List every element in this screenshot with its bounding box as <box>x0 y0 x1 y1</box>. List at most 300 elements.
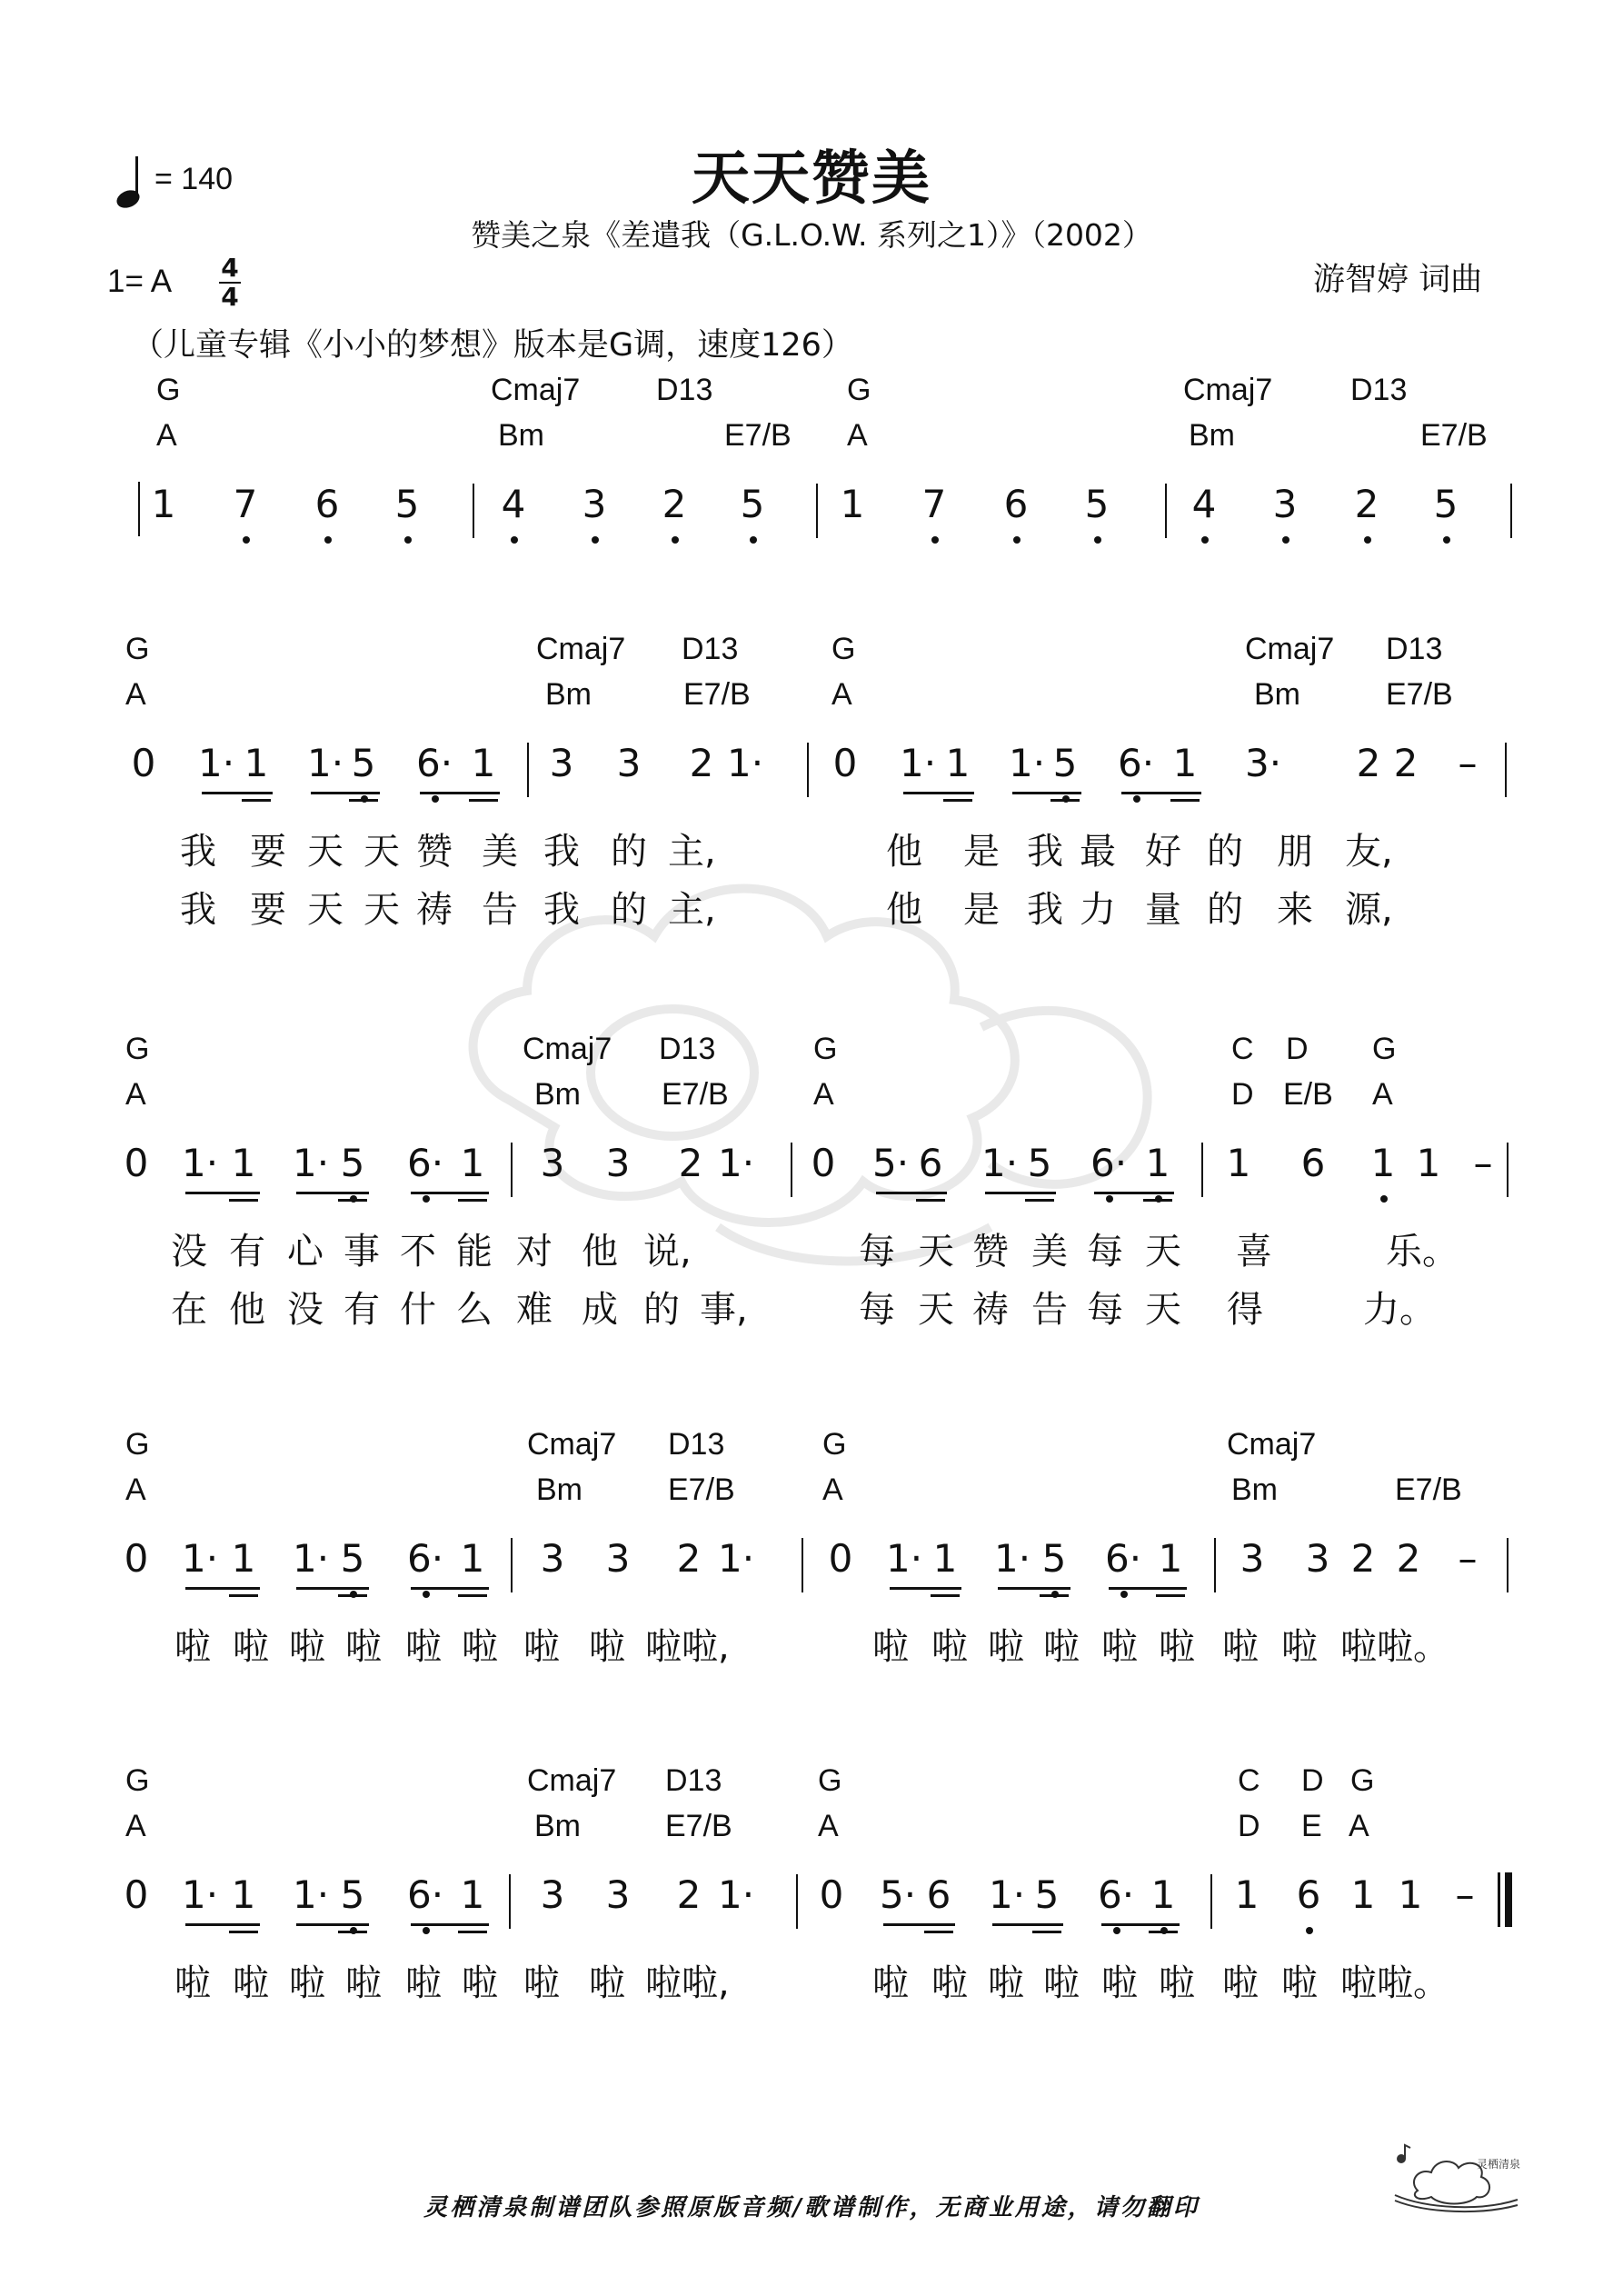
chord-bottom: Bm <box>1231 1472 1278 1507</box>
lyric-verse-2: 的 <box>1207 889 1243 931</box>
bar-line <box>1507 1143 1508 1197</box>
lyric-verse-2: 成 <box>582 1289 618 1331</box>
note: 3 <box>540 1872 565 1917</box>
lyric-verse-1: 啦 <box>462 1626 498 1668</box>
note: 3 <box>1240 1536 1265 1581</box>
lyric-verse-1: 啦啦。 <box>1340 1962 1449 2004</box>
note: 1· <box>1009 741 1046 785</box>
lyric-verse-2: 的 <box>643 1289 680 1331</box>
note: 5 <box>1041 1536 1067 1581</box>
beam-line <box>916 1199 945 1202</box>
low-octave-dot <box>1282 536 1289 544</box>
note: 5 <box>1433 482 1459 526</box>
note: 1· <box>886 1536 923 1581</box>
lyric-verse-1: 啦 <box>462 1962 498 2004</box>
sustain-dash: – <box>1455 1872 1475 1917</box>
lyric-verse-1: 啦 <box>345 1962 382 2004</box>
lyric-verse-2: 他 <box>886 889 922 931</box>
note: 1· <box>293 1141 330 1185</box>
lyric-verse-1: 啦 <box>988 1626 1024 1668</box>
chord-bottom: E/B <box>1283 1077 1333 1112</box>
bar-line <box>511 1538 513 1592</box>
note: 0 <box>832 741 858 785</box>
bar-line <box>1210 1874 1212 1929</box>
lyric-verse-1: 啦 <box>988 1962 1024 2004</box>
note: 5 <box>1034 1872 1060 1917</box>
note: 1 <box>244 741 269 785</box>
lyric-verse-2: 么 <box>456 1289 493 1331</box>
note: 5 <box>340 1141 365 1185</box>
note: 1· <box>727 741 764 785</box>
lyric-verse-2: 告 <box>1031 1289 1068 1331</box>
bar-line <box>527 743 529 797</box>
lyric-verse-2: 主, <box>668 889 716 931</box>
lyric-verse-1: 能 <box>456 1231 493 1273</box>
note: 4 <box>1191 482 1217 526</box>
note: 2 <box>1356 741 1381 785</box>
note: 3 <box>605 1141 631 1185</box>
note: 5· <box>872 1141 910 1185</box>
note: 0 <box>828 1536 853 1581</box>
note: 1· <box>981 1141 1019 1185</box>
beam-line <box>185 1192 260 1194</box>
beam-line <box>229 1199 258 1202</box>
low-octave-dot <box>1306 1927 1313 1934</box>
lyric-verse-1: 啦 <box>931 1626 968 1668</box>
tempo-value: = 140 <box>154 162 234 196</box>
lyric-verse-1: 啦 <box>289 1962 325 2004</box>
beam-line <box>469 799 498 802</box>
lyric-verse-1: 啦 <box>523 1962 560 2004</box>
chord-top: Cmaj7 <box>527 1427 617 1462</box>
note: 5 <box>1027 1141 1052 1185</box>
beam-line <box>296 1923 369 1926</box>
lyric-verse-1: 啦 <box>872 1962 909 2004</box>
chord-bottom: E7/B <box>1386 677 1453 712</box>
note: 1· <box>307 741 344 785</box>
note: 1 <box>231 1141 256 1185</box>
sustain-dash: – <box>1458 741 1478 785</box>
chord-bottom: A <box>125 1472 146 1507</box>
note: 0 <box>819 1872 844 1917</box>
beam-line <box>943 799 972 802</box>
chord-top: G <box>818 1763 842 1798</box>
beam-line <box>349 799 378 802</box>
lyric-verse-1: 他 <box>886 831 922 873</box>
chord-top: G <box>847 373 871 407</box>
chord-top: G <box>156 373 181 407</box>
chord-top: D13 <box>1350 373 1408 407</box>
time-signature <box>216 255 244 311</box>
note: 6· <box>1118 741 1155 785</box>
lyric-verse-1: 啦 <box>1159 1626 1195 1668</box>
lyric-verse-2: 的 <box>611 889 647 931</box>
note: 6· <box>1105 1536 1142 1581</box>
beam-line <box>924 1931 953 1933</box>
chord-bottom: A <box>125 1077 146 1112</box>
chord-top: D13 <box>682 632 739 666</box>
lyric-verse-1: 啦 <box>1159 1962 1195 2004</box>
beam-line <box>931 1594 960 1597</box>
chord-top: Cmaj7 <box>491 373 581 407</box>
lyric-verse-1: 每 <box>1087 1231 1123 1273</box>
beam-line <box>338 1931 367 1933</box>
lyric-verse-1: 啦啦。 <box>1340 1626 1449 1668</box>
chord-bottom: E7/B <box>662 1077 729 1112</box>
low-octave-dot <box>1113 1927 1120 1934</box>
lyric-verse-1: 天 <box>307 831 344 873</box>
chord-top: D13 <box>668 1427 725 1462</box>
lyric-verse-1: 啦 <box>1281 1626 1318 1668</box>
chord-bottom: A <box>125 1809 146 1843</box>
beam-line <box>1050 799 1080 802</box>
lyric-verse-1: 的 <box>611 831 647 873</box>
note: 6· <box>407 1872 444 1917</box>
bar-line <box>509 1874 511 1929</box>
note: 3 <box>582 482 607 526</box>
low-octave-dot <box>750 536 757 544</box>
chord-top: G <box>831 632 856 666</box>
lyric-verse-2: 力。 <box>1363 1289 1436 1331</box>
beam-line <box>1094 1192 1174 1194</box>
note: 6· <box>1090 1141 1128 1185</box>
note: 5· <box>880 1872 917 1917</box>
bar-line <box>1201 1143 1203 1197</box>
note: 1 <box>1226 1141 1251 1185</box>
note: 2 <box>689 741 714 785</box>
note: 1 <box>1172 741 1198 785</box>
low-octave-dot <box>1380 1195 1388 1203</box>
note: 1· <box>198 741 235 785</box>
low-octave-dot <box>1201 536 1209 544</box>
lyric-verse-2: 有 <box>344 1289 380 1331</box>
lyric-verse-1: 天 <box>918 1231 954 1273</box>
note: 2 <box>1354 482 1379 526</box>
lyric-verse-1: 美 <box>482 831 518 873</box>
low-octave-dot <box>1133 795 1140 803</box>
lyric-verse-1: 啦 <box>1101 1962 1138 2004</box>
lyric-verse-1: 啦 <box>405 1962 442 2004</box>
bar-line <box>1165 484 1167 538</box>
note: 1· <box>994 1536 1031 1581</box>
beam-line <box>458 1594 487 1597</box>
note: 6 <box>314 482 340 526</box>
beam-line <box>1101 1923 1180 1926</box>
bar-line <box>796 1874 798 1929</box>
note: 6· <box>416 741 453 785</box>
low-octave-dot <box>592 536 599 544</box>
chord-bottom: Bm <box>1254 677 1300 712</box>
note: 7 <box>233 482 258 526</box>
lyric-verse-2: 告 <box>482 889 518 931</box>
note: 3 <box>540 1536 565 1581</box>
note: 0 <box>131 741 156 785</box>
chord-bottom: A <box>822 1472 843 1507</box>
low-octave-dot <box>1094 536 1101 544</box>
low-octave-dot <box>1443 536 1450 544</box>
beam-line <box>985 1192 1056 1194</box>
note: 3 <box>616 741 642 785</box>
note: 6· <box>407 1536 444 1581</box>
lyric-verse-1: 说, <box>643 1231 692 1273</box>
low-octave-dot <box>324 536 332 544</box>
low-octave-dot <box>672 536 679 544</box>
low-octave-dot <box>1013 536 1021 544</box>
lyric-verse-1: 啦 <box>523 1626 560 1668</box>
lyric-verse-1: 事 <box>344 1231 380 1273</box>
note: 1· <box>182 1872 219 1917</box>
note: 3 <box>605 1872 631 1917</box>
note: 1 <box>1370 1141 1396 1185</box>
lyric-verse-1: 啦 <box>1281 1962 1318 2004</box>
lyric-verse-2: 要 <box>250 889 286 931</box>
lyric-verse-2: 每 <box>859 1289 895 1331</box>
note: 6 <box>1296 1872 1321 1917</box>
lyric-verse-1: 啦 <box>589 1626 625 1668</box>
bar-line <box>791 1143 792 1197</box>
note: 1· <box>989 1872 1026 1917</box>
lyric-verse-1: 没 <box>171 1231 207 1273</box>
chord-bottom: E7/B <box>668 1472 735 1507</box>
bar-line <box>138 482 140 536</box>
key-signature: 1= A <box>107 264 173 299</box>
lyric-verse-2: 难 <box>516 1289 553 1331</box>
beam-line <box>229 1594 258 1597</box>
beam-line <box>1143 1199 1172 1202</box>
note: 0 <box>811 1141 836 1185</box>
note: 1 <box>471 741 496 785</box>
beam-line <box>1040 1594 1069 1597</box>
final-bar-line <box>1498 1872 1500 1927</box>
beam-line <box>338 1594 367 1597</box>
beam-line <box>890 1587 961 1590</box>
beam-line <box>1025 1199 1054 1202</box>
chord-bottom: A <box>156 418 177 453</box>
lyric-verse-1: 啦 <box>174 1626 211 1668</box>
low-octave-dot <box>423 1591 430 1598</box>
chord-top: G <box>125 632 150 666</box>
note: 0 <box>124 1536 149 1581</box>
chord-top: G <box>1372 1032 1397 1066</box>
beam-line <box>411 1192 489 1194</box>
chord-bottom: E7/B <box>665 1809 732 1843</box>
note: 3 <box>540 1141 565 1185</box>
chord-bottom: Bm <box>534 1809 581 1843</box>
lyric-verse-1: 友, <box>1345 831 1393 873</box>
note: 1 <box>231 1536 256 1581</box>
beam-line <box>229 1931 258 1933</box>
lyric-verse-2: 我 <box>543 889 580 931</box>
lyric-verse-2: 没 <box>287 1289 324 1331</box>
note: 5 <box>1084 482 1110 526</box>
composer-credit: 游智婷 词曲 <box>1313 262 1483 298</box>
low-octave-dot <box>1106 1195 1113 1203</box>
beam-line <box>1109 1587 1187 1590</box>
lyric-verse-1: 赞 <box>416 831 453 873</box>
lyric-verse-2: 天 <box>1145 1289 1181 1331</box>
low-octave-dot <box>404 536 412 544</box>
note: 1 <box>1158 1536 1183 1581</box>
lyric-verse-1: 天 <box>363 831 400 873</box>
lyric-verse-1: 啦 <box>1043 1962 1080 2004</box>
beam-line <box>458 1931 487 1933</box>
note: 1· <box>718 1141 755 1185</box>
beam-line <box>185 1587 260 1590</box>
note: 5 <box>351 741 376 785</box>
chord-top: D <box>1301 1763 1324 1798</box>
lyric-verse-1: 天 <box>1145 1231 1181 1273</box>
lyric-verse-1: 朋 <box>1277 831 1313 873</box>
lyric-verse-1: 是 <box>963 831 1000 873</box>
beam-line <box>903 792 974 794</box>
lyric-verse-1: 有 <box>229 1231 265 1273</box>
chord-bottom: Bm <box>545 677 592 712</box>
note: 5 <box>340 1872 365 1917</box>
lyric-verse-1: 最 <box>1080 831 1116 873</box>
song-title: 天天赞美 <box>692 145 931 213</box>
chord-top: C <box>1231 1032 1254 1066</box>
chord-bottom: E7/B <box>1420 418 1488 453</box>
lyric-verse-1: 美 <box>1031 1231 1068 1273</box>
chord-bottom: E7/B <box>1395 1472 1462 1507</box>
lyric-verse-2: 天 <box>918 1289 954 1331</box>
lyric-verse-1: 啦啦, <box>645 1626 730 1668</box>
note: 1 <box>1150 1872 1176 1917</box>
lyric-verse-1: 啦 <box>1101 1626 1138 1668</box>
time-top: 4 <box>221 253 239 283</box>
chord-bottom: Bm <box>534 1077 581 1112</box>
chord-bottom: Bm <box>498 418 544 453</box>
lyric-verse-2: 源, <box>1345 889 1393 931</box>
lyric-verse-1: 不 <box>400 1231 436 1273</box>
note: 2 <box>676 1536 702 1581</box>
note: 1 <box>1416 1141 1441 1185</box>
lyric-verse-1: 主, <box>668 831 716 873</box>
lyric-verse-2: 什 <box>400 1289 436 1331</box>
bar-line <box>802 1538 803 1592</box>
low-octave-dot <box>432 795 439 803</box>
note: 6 <box>918 1141 943 1185</box>
note: 1 <box>840 482 865 526</box>
lyric-verse-1: 乐。 <box>1386 1231 1459 1273</box>
lyric-verse-2: 天 <box>307 889 344 931</box>
bar-line <box>511 1143 513 1197</box>
beam-line <box>1121 792 1201 794</box>
chord-top: D13 <box>656 373 713 407</box>
note: 1 <box>231 1872 256 1917</box>
low-octave-dot <box>931 536 939 544</box>
lyric-verse-1: 他 <box>582 1231 618 1273</box>
chord-top: C <box>1238 1763 1260 1798</box>
note: 1 <box>1350 1872 1376 1917</box>
low-octave-dot <box>423 1195 430 1203</box>
chord-top: Cmaj7 <box>527 1763 617 1798</box>
note: 3 <box>1272 482 1298 526</box>
note: 3· <box>1245 741 1282 785</box>
note: 1· <box>900 741 937 785</box>
lyric-verse-1: 啦 <box>1043 1626 1080 1668</box>
lyric-verse-1: 啦啦, <box>645 1962 730 2004</box>
note: 5 <box>740 482 765 526</box>
note: 2 <box>1396 1536 1421 1581</box>
note: 1 <box>1398 1872 1423 1917</box>
note: 3 <box>549 741 574 785</box>
note: 1· <box>293 1872 330 1917</box>
chord-bottom: A <box>847 418 868 453</box>
beam-line <box>1149 1931 1178 1933</box>
lyric-verse-2: 事, <box>700 1289 748 1331</box>
lyric-verse-2: 祷 <box>416 889 453 931</box>
beam-line <box>242 799 271 802</box>
lyric-verse-1: 赞 <box>972 1231 1009 1273</box>
low-octave-dot <box>243 536 250 544</box>
lyric-verse-2: 每 <box>1087 1289 1123 1331</box>
lyric-verse-2: 来 <box>1277 889 1313 931</box>
lyric-verse-1: 啦 <box>589 1962 625 2004</box>
chord-top: Cmaj7 <box>1227 1427 1317 1462</box>
note: 1 <box>1234 1872 1260 1917</box>
lyric-verse-1: 好 <box>1145 831 1181 873</box>
low-octave-dot <box>1364 536 1371 544</box>
note: 3 <box>1305 1536 1330 1581</box>
lyric-verse-1: 啦 <box>174 1962 211 2004</box>
time-bottom: 4 <box>221 282 239 312</box>
lyric-verse-1: 喜 <box>1236 1231 1272 1273</box>
lyric-verse-2: 他 <box>229 1289 265 1331</box>
lyric-verse-1: 我 <box>543 831 580 873</box>
beam-line <box>185 1923 260 1926</box>
chord-top: G <box>125 1763 150 1798</box>
beam-line <box>1156 1594 1185 1597</box>
note: 1 <box>460 1536 485 1581</box>
chord-bottom: Bm <box>1189 418 1235 453</box>
lyric-verse-1: 啦 <box>233 1962 269 2004</box>
low-octave-dot <box>1120 1591 1128 1598</box>
chord-top: Cmaj7 <box>1183 373 1273 407</box>
chord-bottom: D <box>1238 1809 1260 1843</box>
chord-top: Cmaj7 <box>523 1032 612 1066</box>
low-octave-dot <box>511 536 518 544</box>
lyric-verse-1: 啦 <box>931 1962 968 2004</box>
chord-bottom: A <box>818 1809 839 1843</box>
note: 2 <box>678 1141 703 1185</box>
logo-text: 灵栖清泉 <box>1477 2158 1521 2171</box>
beam-line <box>1032 1931 1061 1933</box>
lyric-verse-2: 量 <box>1145 889 1181 931</box>
chord-bottom: Bm <box>536 1472 582 1507</box>
lyric-verse-1: 啦 <box>872 1626 909 1668</box>
chord-bottom: E7/B <box>683 677 751 712</box>
lyric-verse-2: 我 <box>180 889 216 931</box>
lyric-verse-1: 啦 <box>289 1626 325 1668</box>
beam-line <box>458 1199 487 1202</box>
chord-top: D <box>1286 1032 1309 1066</box>
bar-line <box>1505 743 1507 797</box>
note: 0 <box>124 1141 149 1185</box>
lyric-verse-1: 啦 <box>1222 1962 1259 2004</box>
lyric-verse-1: 啦 <box>405 1626 442 1668</box>
beam-line <box>420 792 500 794</box>
chord-bottom: E <box>1301 1809 1322 1843</box>
low-octave-dot <box>423 1927 430 1934</box>
bar-line <box>807 743 809 797</box>
bar-line <box>1510 484 1512 538</box>
chord-top: G <box>125 1032 150 1066</box>
lyric-verse-1: 每 <box>859 1231 895 1273</box>
note: 2 <box>1350 1536 1376 1581</box>
note: 7 <box>921 482 947 526</box>
chord-top: G <box>125 1427 150 1462</box>
